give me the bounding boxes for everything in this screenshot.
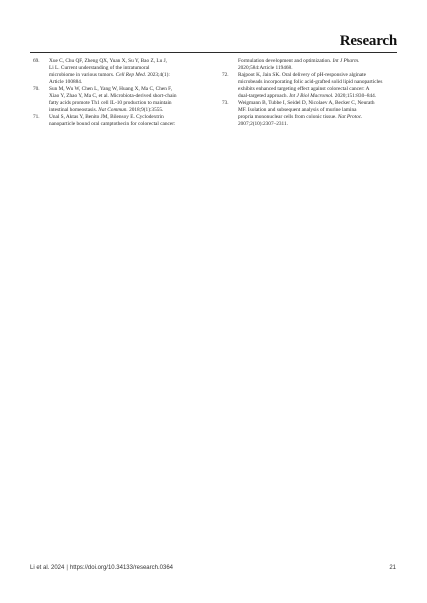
- reference-line: nanoparticle bound oral camptothecin for colorectal cancer:: [49, 121, 176, 128]
- reference-line: fatty acids promote Th1 cell IL-10 production to maintain: [49, 100, 172, 107]
- doi-link[interactable]: https://doi.org/10.34133/research.0364: [69, 565, 173, 571]
- reference-text: Formulation development and optimization.: [238, 58, 332, 64]
- reference-73: [222, 100, 390, 128]
- reference-number: 73.: [222, 100, 229, 107]
- reference-line: Article 100884.: [49, 79, 83, 86]
- references-right-column: [222, 58, 390, 128]
- reference-line: 2020;584:Article 119468.: [238, 65, 293, 72]
- reference-line: microbeads incorporating folic acid-grafted solid lipid nanoparticles: [238, 79, 383, 86]
- footer-citation: [30, 565, 173, 571]
- reference-line: Unal S, Aktas Y, Benito JM, Bilensoy E. Cyclodextrin: [49, 114, 164, 121]
- reference-line: exhibits enhanced targeting effect against colorectal cancer: A: [238, 86, 370, 93]
- reference-journal: Nat Commun.: [98, 107, 128, 114]
- reference-number: 71.: [33, 114, 40, 121]
- reference-71: [33, 114, 193, 128]
- references-left-column: [33, 58, 193, 128]
- header-rule: [30, 52, 397, 53]
- footer-separator: |: [66, 565, 68, 571]
- reference-72: [222, 72, 390, 100]
- reference-volume: 2018;9(1):3555.: [129, 107, 164, 114]
- reference-70: [33, 86, 193, 114]
- reference-line: [238, 58, 390, 65]
- reference-line: Rajpoot K, Jain SK. Oral delivery of pH-responsive alginate: [238, 72, 366, 79]
- reference-line: [49, 72, 193, 79]
- journal-name: Research: [339, 33, 397, 49]
- reference-line: [49, 107, 193, 114]
- reference-line: [238, 93, 390, 100]
- page-number: 21: [389, 565, 396, 571]
- reference-volume: 2023;4(1):: [147, 72, 170, 79]
- reference-number: 72.: [222, 72, 229, 79]
- reference-journal: Int J Pharm.: [332, 58, 360, 64]
- reference-line: 2007;2(10):2307–2311.: [238, 121, 288, 128]
- footer-author: Li et al. 2024: [30, 565, 65, 571]
- reference-text: propria mononuclear cells from colonic tissue.: [238, 114, 337, 121]
- reference-text: dual-targeted approach.: [238, 93, 288, 100]
- reference-69: [33, 58, 193, 86]
- reference-line: Xue C, Chu QF, Zheng QX, Yuan X, Su Y, Bao Z, Lu J,: [49, 58, 167, 64]
- reference-text: intestinal homeostasis.: [49, 107, 97, 114]
- reference-line: Sun M, Wu W, Chen L, Yang W, Huang X, Ma C, Chen F,: [49, 86, 173, 93]
- reference-number: 69.: [33, 58, 40, 64]
- reference-line: MF. Isolation and subsequent analysis of murine lamina: [238, 107, 357, 114]
- reference-journal: Nat Protoc.: [337, 114, 363, 121]
- reference-journal: Int J Biol Macromol.: [289, 93, 334, 100]
- reference-journal: Cell Rep Med.: [115, 72, 147, 79]
- reference-71-continued: [222, 58, 390, 72]
- reference-volume: 2020;151:830–844.: [334, 93, 377, 100]
- reference-line: Weigmann B, Tubbe I, Seidel D, Nicolaev A, Becker C, Neurath: [238, 100, 375, 107]
- reference-line: Xiao Y, Zhao Y, Ma C, et al. Microbiota-derived short-chain: [49, 93, 177, 100]
- reference-text: microbiome in various tumors.: [49, 72, 115, 79]
- reference-line: Li L. Current understanding of the intratumoral: [49, 65, 150, 72]
- reference-number: 70.: [33, 86, 40, 93]
